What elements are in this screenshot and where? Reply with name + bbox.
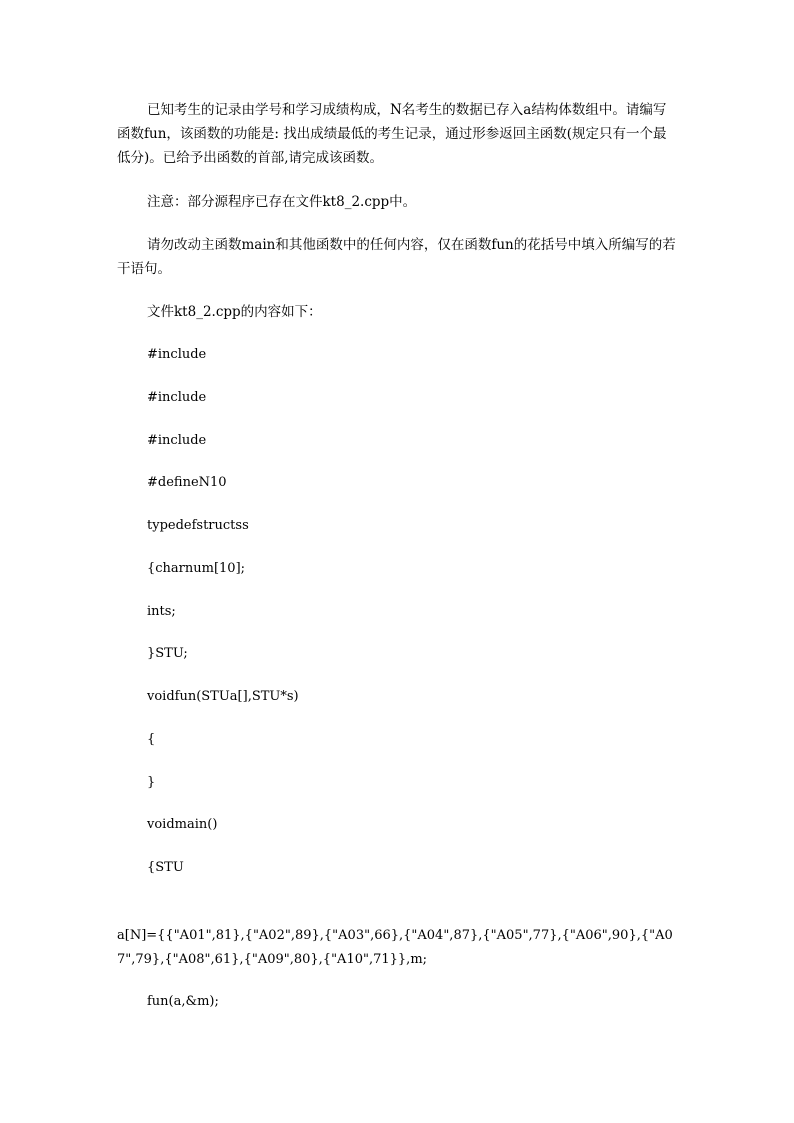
code-line: #include bbox=[147, 433, 207, 448]
code-line: {STU bbox=[147, 860, 184, 875]
code-line: typedefstructss bbox=[147, 518, 249, 533]
code-line: ints; bbox=[147, 604, 176, 619]
code-line: { bbox=[147, 732, 156, 747]
code-line: #include bbox=[147, 347, 207, 362]
file-intro-paragraph: 文件kt8_2.cpp的内容如下： bbox=[147, 304, 322, 320]
code-line: } bbox=[147, 775, 156, 790]
array-init-line: a[N]={{"A01",81},{"A02",89},{"A03",66},{"A04",87},{"A05",77},{"A06",90},{"A07",79},{"A08",61},{"A09",80},{"A10",71}},m; bbox=[117, 928, 673, 967]
instruction-paragraph: 请勿改动主函数main和其他函数中的任何内容，仅在函数fun的花括号中填入所编写的若干语句。 bbox=[117, 237, 676, 277]
intro-paragraph: 已知考生的记录由学号和学习成绩构成，N名考生的数据已存入a结构体数组中。请编写函数fun，该函数的功能是: 找出成绩最低的考生记录，通过形参返回主函数(规定只有一个最低分)。已给予出函数的首部,请完成该函数。 bbox=[117, 102, 667, 166]
code-line: voidfun(STUa[],STU*s) bbox=[147, 689, 299, 704]
note-paragraph: 注意：部分源程序已存在文件kt8_2.cpp中。 bbox=[147, 194, 417, 210]
code-line: #include bbox=[147, 390, 207, 405]
code-line: }STU; bbox=[147, 646, 188, 661]
fun-call-line: fun(a,&m); bbox=[147, 994, 219, 1009]
code-line: {charnum[10]; bbox=[147, 561, 246, 576]
code-line: #defineN10 bbox=[147, 475, 227, 490]
code-line: voidmain() bbox=[147, 817, 218, 832]
